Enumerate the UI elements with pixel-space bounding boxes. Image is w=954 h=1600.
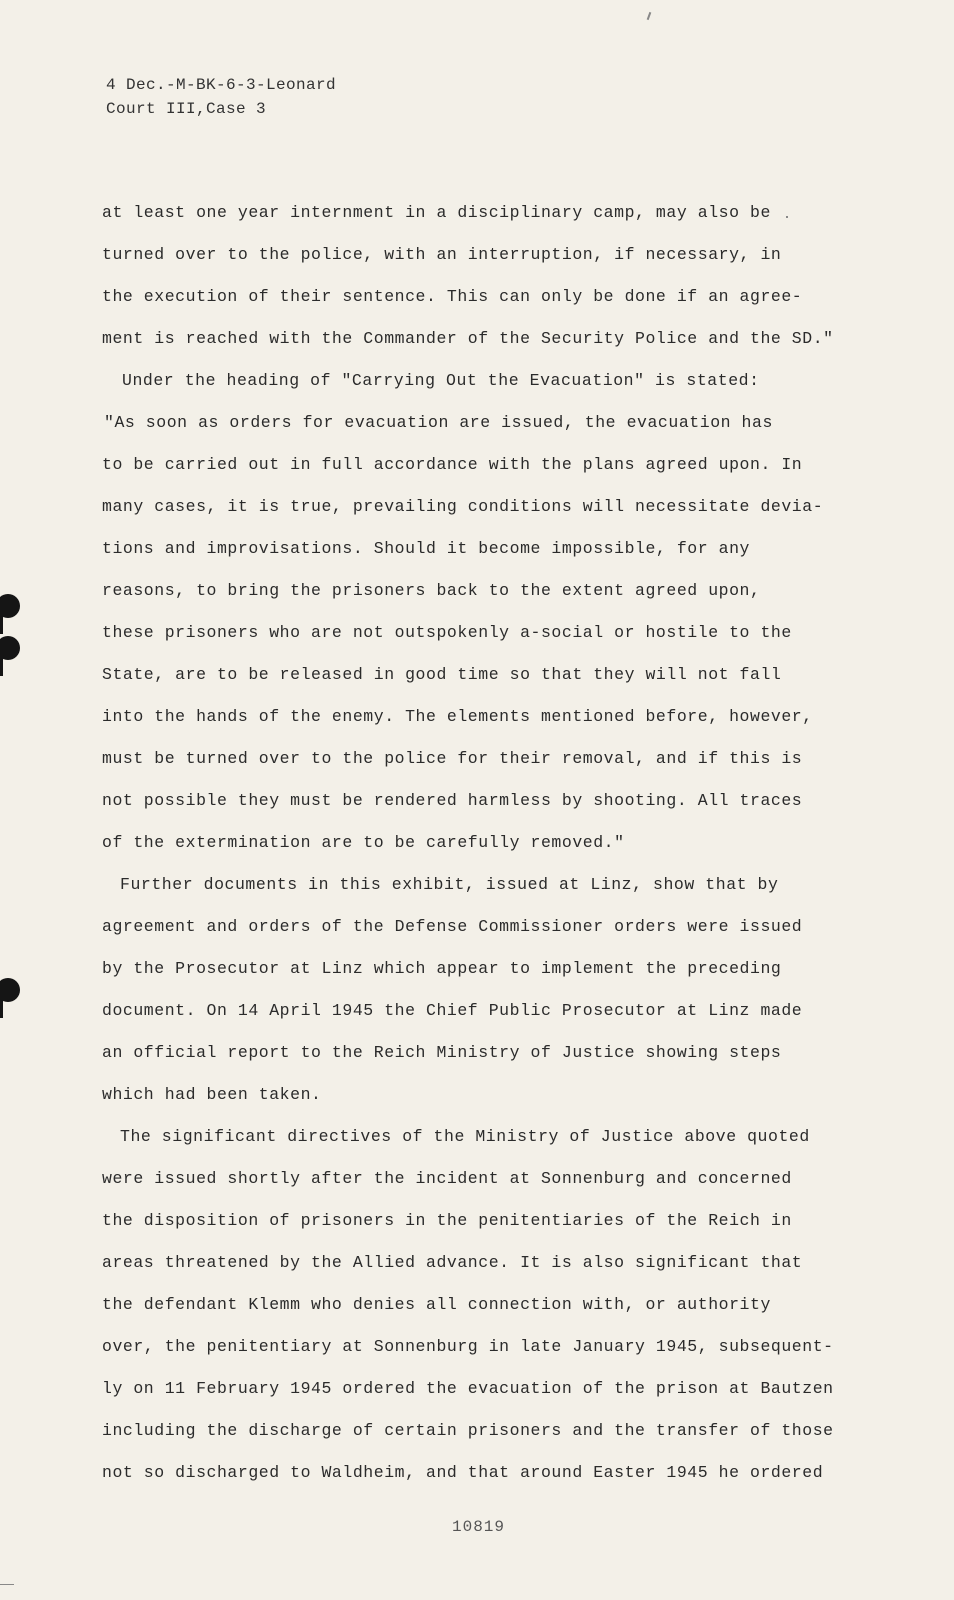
body-line: many cases, it is true, prevailing conditions will necessitate devia- [102,497,824,516]
binder-hole-mark [0,654,3,676]
body-line: at least one year internment in a disciplinary camp, may also be [102,203,771,222]
body-line: areas threatened by the Allied advance. It is also significant that [102,1253,803,1272]
body-line: not so discharged to Waldheim, and that around Easter 1945 he ordered [102,1463,824,1482]
body-line: Further documents in this exhibit, issued at Linz, show that by [120,875,779,894]
header-court-line: Court III,Case 3 [106,100,267,118]
body-line: document. On 14 April 1945 the Chief Public Prosecutor at Linz made [102,1001,803,1020]
binder-hole [0,594,20,618]
body-line: the defendant Klemm who denies all connection with, or authority [102,1295,771,1314]
body-line: the execution of their sentence. This can only be done if an agree- [102,287,803,306]
body-line: agreement and orders of the Defense Commissioner orders were issued [102,917,803,936]
body-line: ly on 11 February 1945 ordered the evacuation of the prison at Bautzen [102,1379,834,1398]
body-line: turned over to the police, with an interruption, if necessary, in [102,245,782,264]
body-line: by the Prosecutor at Linz which appear to implement the preceding [102,959,782,978]
body-line: were issued shortly after the incident at Sonnenburg and concerned [102,1169,792,1188]
body-line: the disposition of prisoners in the penitentiaries of the Reich in [102,1211,792,1230]
body-line: not possible they must be rendered harmless by shooting. All traces [102,791,803,810]
body-line: ment is reached with the Commander of the Security Police and the SD." [102,329,834,348]
body-line: over, the penitentiary at Sonnenburg in late January 1945, subsequent- [102,1337,834,1356]
paper-mark [0,1584,14,1585]
body-line: The significant directives of the Ministry of Justice above quoted [120,1127,810,1146]
body-line: tions and improvisations. Should it become impossible, for any [102,539,750,558]
body-line: Under the heading of "Carrying Out the Evacuation" is stated: [122,371,760,390]
body-line: State, are to be released in good time so that they will not fall [102,665,782,684]
page-number: 10819 [452,1518,506,1536]
paper-mark [647,12,652,20]
header-reference-line: 4 Dec.-M-BK-6-3-Leonard [106,76,337,94]
binder-hole [0,636,20,660]
binder-hole-mark [0,612,3,634]
paper-mark [786,216,788,218]
body-line: into the hands of the enemy. The elements mentioned before, however, [102,707,813,726]
binder-hole [0,978,20,1002]
body-line: "As soon as orders for evacuation are issued, the evacuation has [104,413,773,432]
body-line: reasons, to bring the prisoners back to the extent agreed upon, [102,581,761,600]
body-line: of the extermination are to be carefully removed." [102,833,625,852]
body-line: must be turned over to the police for their removal, and if this is [102,749,803,768]
body-line: these prisoners who are not outspokenly a-social or hostile to the [102,623,792,642]
body-line: to be carried out in full accordance with the plans agreed upon. In [102,455,803,474]
binder-hole-mark [0,996,3,1018]
body-line: an official report to the Reich Ministry of Justice showing steps [102,1043,782,1062]
body-line: which had been taken. [102,1085,322,1104]
body-line: including the discharge of certain prisoners and the transfer of those [102,1421,834,1440]
